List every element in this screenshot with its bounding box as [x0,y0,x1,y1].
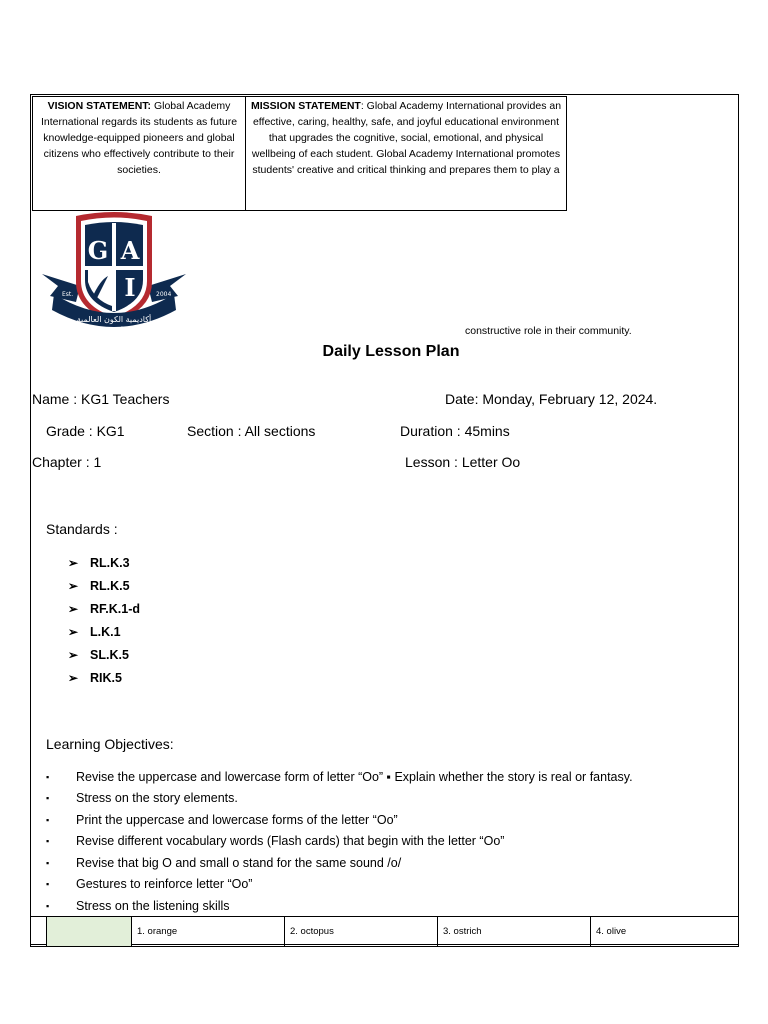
vision-label: VISION STATEMENT [47,100,148,112]
square-bullet-icon: ▪ [46,771,50,782]
crest-letter-i: I [124,273,136,302]
mission-label: MISSION STATEMENT [250,100,361,112]
chapter-field: Chapter : 1 [32,454,102,470]
standard-code: RF.K.1-d [90,601,140,616]
arrow-bullet-icon: ➢ [68,555,79,570]
crest-english-name: Global Academy International [60,326,168,334]
objective-item [46,852,736,874]
standard-code: SL.K.5 [90,647,129,662]
crest-est: Est. [62,291,74,298]
school-crest-logo [40,210,188,340]
vocab-word: 4. olive [591,917,739,947]
objective-text: Stress on the story elements. [76,791,238,806]
grade-field: Grade : KG1 [46,423,125,439]
vocabulary-table [30,916,739,947]
mission-text-continued: constructive role in their community. [465,325,632,337]
standards-list [68,551,140,689]
square-bullet-icon: ▪ [46,793,50,804]
objective-text: Print the uppercase and lowercase forms of the letter “Oo” [76,812,398,827]
standard-code: RIK.5 [90,670,122,685]
vocab-word: 3. ostrich [438,917,591,947]
vision-statement-box [32,96,246,211]
arrow-bullet-icon: ➢ [68,670,79,685]
page-title: Daily Lesson Plan [322,343,460,360]
objective-text: Gestures to reinforce letter “Oo” [76,877,253,892]
mission-separator: : [360,100,364,112]
crest-year: 2004 [156,291,172,298]
standard-item [68,597,140,620]
standard-code: L.K.1 [90,624,121,639]
crest-arabic-name: أكاديمية الكون العالمية [76,315,152,324]
vocab-word: 2. octopus [285,917,438,947]
crest-letter-g: G [87,236,109,265]
objective-text: Revise the uppercase and lowercase form of letter “Oo” ▪ Explain whether the story is real or fantasy. [76,769,633,784]
mission-text: Global Academy International provides an effective, caring, healthy, safe, and joyful educational environment that upgrades the cognitive, social, emotional, and physical wellbeing of each student. Global Academy International promotes students' creative and critical thinking and prepares them to play a [251,100,562,176]
objective-item [46,895,736,917]
duration-field: Duration : 45mins [400,423,510,439]
standard-code: RL.K.5 [90,578,130,593]
square-bullet-icon: ▪ [46,879,50,890]
standard-item [68,643,140,666]
objective-text: Revise that big O and small o stand for the same sound /o/ [76,855,402,870]
objectives-heading: Learning Objectives: [46,736,174,752]
square-bullet-icon: ▪ [46,900,50,911]
objective-text: Revise different vocabulary words (Flash cards) that begin with the letter “Oo” [76,834,505,849]
objective-item [46,766,736,788]
objective-item [46,831,736,853]
arrow-bullet-icon: ➢ [68,601,79,616]
objective-item [46,809,736,831]
objective-item [46,874,736,896]
lesson-field: Lesson : Letter Oo [405,454,521,470]
objective-text: Stress on the listening skills [76,898,230,913]
table-cell-highlight [47,917,132,947]
square-bullet-icon: ▪ [46,836,50,847]
arrow-bullet-icon: ➢ [68,624,79,639]
standards-heading: Standards : [46,521,118,537]
standard-item [68,551,140,574]
standard-code: RL.K.3 [90,555,130,570]
objective-item [46,788,736,810]
arrow-bullet-icon: ➢ [68,647,79,662]
mission-statement-box [245,96,567,211]
square-bullet-icon: ▪ [46,857,50,868]
standard-item [68,666,140,689]
crest-letter-a: A [120,236,140,265]
vision-separator: : [147,100,152,112]
objectives-list [46,766,736,917]
vocab-word: 1. orange [132,917,285,947]
section-field: Section : All sections [187,423,316,439]
standard-item [68,574,140,597]
arrow-bullet-icon: ➢ [68,578,79,593]
square-bullet-icon: ▪ [46,814,50,825]
table-row [31,917,739,947]
lesson-date: Date: Monday, February 12, 2024. [445,391,658,407]
teacher-name: Name : KG1 Teachers [32,391,170,407]
standard-item [68,620,140,643]
vision-text: Global Academy International regards its students as future knowledge-equipped pioneers and global citizens who effectively contribute to their societies. [40,100,238,176]
table-cell-blank [31,917,47,947]
